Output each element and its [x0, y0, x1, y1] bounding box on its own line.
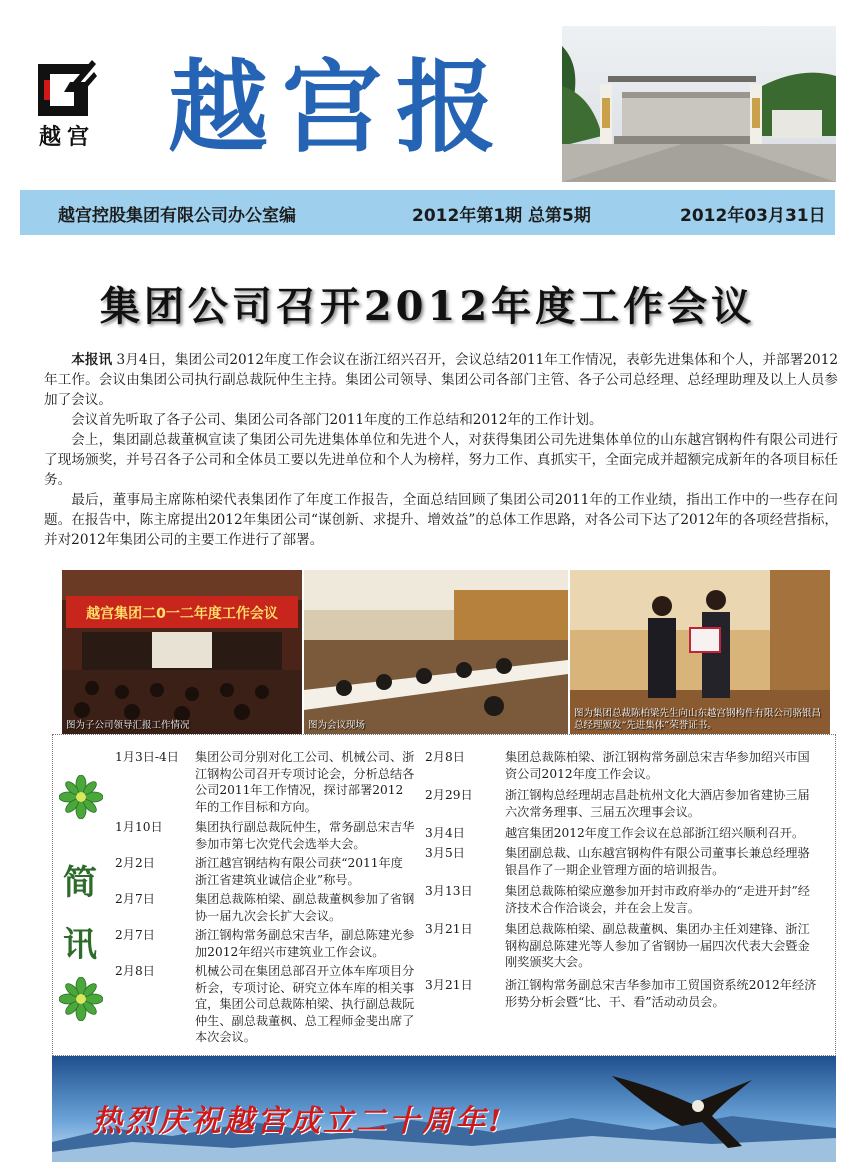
- brief-date: 2月8日: [425, 750, 465, 764]
- brief-text: 集团执行副总裁阮仲生，常务副总宋吉华参加市第七次党代会选举大会。: [195, 820, 415, 851]
- issue-number: 2012年第1期 总第5期: [412, 206, 591, 226]
- brief-text: 越宫集团2012年度工作会议在总部浙江绍兴顺利召开。: [505, 826, 805, 840]
- meeting-room-photo: [304, 570, 568, 734]
- logo-mark-icon: [34, 58, 98, 116]
- brief-text: 浙江钢构总经理胡志昌赴杭州文化大酒店参加省建协三届六次常务理事、三届五次理事会议。: [505, 788, 810, 819]
- award-photo: [570, 570, 830, 734]
- article-paragraph: 最后，董事局主席陈柏梁代表集团作了年度工作报告，全面总结回顾了集团公司2011年的工作业绩，指出工作中的一些存在问题。在报告中，陈主席提出2012年集团公司“谋创新、求提升、增效益”的总体工作思路，对各公司下达了2012年的各项经营指标，并对2012年集团公司的主要工作进行了部署。: [44, 492, 838, 548]
- photo-caption: 图为会议现场: [308, 720, 366, 731]
- article-paragraph: 会议首先听取了各子公司、集团公司各部门2011年度的工作总结和2012年的工作计划。: [71, 412, 603, 428]
- brief-date: 3月13日: [425, 884, 473, 898]
- brief-text: 集团总裁陈柏梁、副总裁董枫、集团办主任刘建锋、浙江钢构副总陈建光等人参加了省钢协一届四次代表大会暨金刚奖颁奖大会。: [505, 922, 810, 969]
- brief-date: 3月5日: [425, 846, 465, 860]
- company-logo: [28, 58, 106, 154]
- meeting-banner-text: 越宫集团二0一二年度工作会议: [86, 606, 278, 622]
- green-flower-icon: [59, 775, 103, 819]
- editor-label: 越宫控股集团有限公司办公室编: [58, 206, 296, 226]
- brief-sidebar: [59, 775, 103, 1045]
- brief-text: 浙江钢构常务副总宋吉华，副总陈建光参加2012年绍兴市建筑业工作会议。: [195, 928, 415, 959]
- lead-label: 本报讯: [71, 352, 113, 368]
- brief-date: 1月10日: [115, 820, 163, 834]
- brief-text: 集团总裁陈柏梁应邀参加开封市政府举办的“走进开封”经济技术合作洽谈会，并在会上发言。: [505, 884, 810, 915]
- news-brief-box: [52, 734, 836, 1056]
- brief-date: 2月8日: [115, 964, 155, 978]
- factory-gate-photo: [562, 26, 836, 182]
- headline: 集团公司召开2012年度工作会议: [99, 283, 756, 330]
- anniversary-slogan: 热烈庆祝越宫成立二十周年!: [92, 1104, 505, 1139]
- brief-date: 3月21日: [425, 978, 473, 992]
- brief-date: 3月21日: [425, 922, 473, 936]
- brief-text: 集团公司分别对化工公司、机械公司、浙江钢构公司召开专项讨论会，分析总结各公司2011年工作情况，探讨部署2012年的工作目标和方向。: [195, 750, 415, 814]
- issue-date: 2012年03月31日: [680, 206, 826, 226]
- brief-date: 2月29日: [425, 788, 473, 802]
- lead-article: [44, 350, 838, 550]
- brief-text: 浙江越宫钢结构有限公司获“2011年度浙江省建筑业诚信企业”称号。: [195, 856, 403, 887]
- article-paragraph: 会上，集团副总裁董枫宣读了集团公司先进集体单位和先进个人，对获得集团公司先进集体单位的山东越宫钢构件有限公司进行了现场颁奖，并号召各子公司和全体员工要以先进单位和个人为榜样，努力工作、真抓实干，全面完成并超额完成新年的各项目标任务。: [44, 432, 838, 488]
- anniversary-banner: [52, 1056, 836, 1162]
- brief-date: 1月3日-4日: [115, 750, 179, 764]
- newspaper-title: 越宫报: [168, 49, 510, 166]
- brief-text: 机械公司在集团总部召开立体车库项目分析会，专项讨论、研究立体车库的相关事宜，集团公司总裁陈柏梁、执行副总裁阮仲生、副总裁董枫、总工程师金斐出席了本次会议。: [195, 964, 415, 1044]
- issue-info-bar: [20, 190, 835, 235]
- meeting-stage-photo: [62, 570, 302, 734]
- brief-text: 集团总裁陈柏梁、副总裁董枫参加了省钢协一届九次会长扩大会议。: [195, 892, 415, 923]
- brief-title-char: 简: [63, 863, 97, 903]
- brief-date: 2月7日: [115, 928, 155, 942]
- brief-date: 2月2日: [115, 856, 155, 870]
- brief-title-char: 讯: [63, 925, 97, 965]
- brief-text: 浙江钢构常务副总宋吉华参加市工贸国资系统2012年经济形势分析会暨“比、干、看”活动动员会。: [505, 978, 817, 1009]
- green-flower-icon: [59, 977, 103, 1021]
- brief-date: 3月4日: [425, 826, 465, 840]
- logo-text: 越宫: [38, 125, 95, 150]
- photo-strip: [62, 570, 830, 734]
- brief-text: 集团总裁陈柏梁、浙江钢构常务副总宋吉华参加绍兴市国资公司2012年度工作会议。: [505, 750, 810, 781]
- photo-caption: 图为集团总裁陈柏梁先生向山东越宫钢构件有限公司骆银昌总经理颁发“先进集体”荣誉证书。: [574, 708, 822, 731]
- photo-caption: 图为子公司领导汇报工作情况: [66, 720, 190, 731]
- article-paragraph: 本报讯 3月4日，集团公司2012年度工作会议在浙江绍兴召开，会议总结2011年工作情况，表彰先进集体和个人，并部署2012年工作。会议由集团公司执行副总裁阮仲生主持。集团公司领导、集团公司各部门主管、各子公司总经理、总经理助理及以上人员参加了会议。: [44, 352, 839, 408]
- brief-text: 集团副总裁、山东越宫钢构件有限公司董事长兼总经理骆银昌作了一期企业管理方面的培训报告。: [505, 846, 810, 877]
- brief-date: 2月7日: [115, 892, 155, 906]
